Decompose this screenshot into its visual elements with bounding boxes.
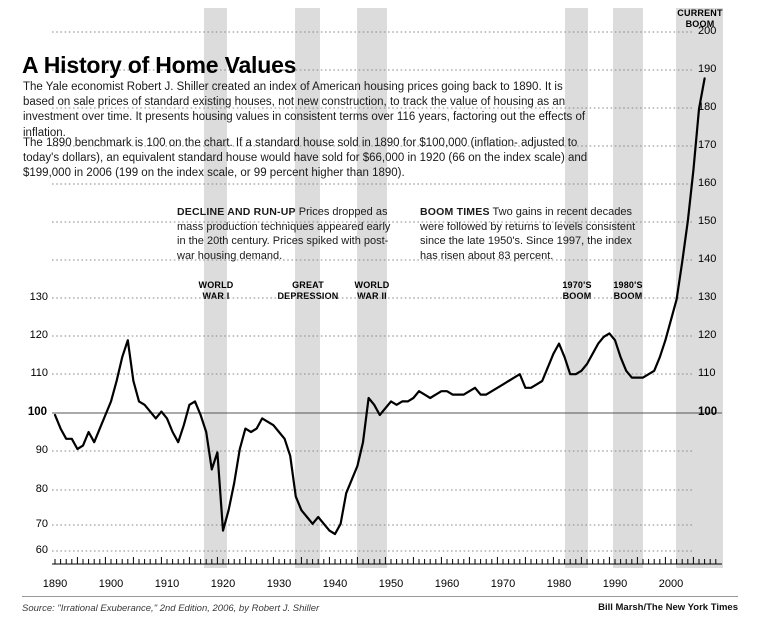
y-label-right-140: 140 (698, 253, 717, 265)
y-label-right-170: 170 (698, 139, 717, 151)
y-label-80: 80 (35, 483, 48, 495)
source-note: Source: "Irrational Exuberance," 2nd Edition, 2006, by Robert J. Shiller (22, 603, 320, 614)
x-label-1990: 1990 (602, 578, 628, 590)
x-label-1980: 1980 (546, 578, 572, 590)
y-label-120: 120 (29, 329, 48, 341)
y-label-right-180: 180 (698, 101, 717, 113)
y-label-100: 100 (27, 406, 47, 418)
y-label-60: 60 (35, 544, 48, 556)
annotation-boom-heading: BOOM TIMES (420, 206, 490, 218)
band-label-1970s-boom: 1970'S BOOM (562, 280, 592, 301)
y-label-right-200: 200 (698, 25, 717, 37)
band-label-1980s-boom: 1980'S BOOM (613, 280, 643, 301)
y-label-right-110: 110 (698, 367, 716, 379)
x-label-2000: 2000 (658, 578, 684, 590)
x-label-1950: 1950 (378, 578, 404, 590)
y-label-right-130: 130 (698, 291, 717, 303)
band-label-great-depression: GREAT DEPRESSION (277, 280, 339, 301)
band-label-current-boom: CURRENT BOOM (677, 8, 723, 29)
footer-divider (22, 596, 738, 597)
x-label-1890: 1890 (42, 578, 68, 590)
x-label-1910: 1910 (154, 578, 180, 590)
y-label-right-120: 120 (698, 329, 717, 341)
annotation-decline-heading: DECLINE AND RUN-UP (177, 206, 296, 218)
x-label-1940: 1940 (322, 578, 348, 590)
x-label-1960: 1960 (434, 578, 460, 590)
y-label-70: 70 (35, 518, 48, 530)
y-label-right-150: 150 (698, 215, 717, 227)
y-label-right-190: 190 (698, 63, 717, 75)
annotation-boom-text: Two gains in recent decades were followed by returns to levels consistent since the late 1950's. Since 1997, the index has risen about 83 percent. (420, 206, 636, 262)
y-label-110: 110 (30, 367, 48, 379)
deck-paragraph-1: The Yale economist Robert J. Shiller created an index of American housing prices going back to 1890. It is based on sale prices of standard existing houses, not new construction, to track the value of housing as an investment over time. It presents housing values in consistent terms over 116 years, factoring out the effects of inflation. (23, 81, 586, 139)
annotation-decline-and-run-up (177, 205, 392, 263)
y-label-90: 90 (35, 444, 48, 456)
band-label-world-war-i: WORLD WAR I (198, 280, 234, 301)
deck-paragraph-2: The 1890 benchmark is 100 on the chart. If a standard house sold in 1890 for $100,000 (inflation- adjusted to today's dollars), an equivalent standard house would have sold for $66,000 in 1920 (66 on the index scale) and $199,000 in 2006 (199 on the index scale, or 99 percent higher than 1890). (23, 137, 588, 180)
y-label-right-100: 100 (698, 406, 718, 418)
credit-note: Bill Marsh/The New York Times (598, 602, 738, 613)
annotation-decline-text: Prices dropped as mass production techniques appeared early in the 20th century. Prices spiked with post-war housing demand. (177, 206, 391, 262)
x-label-1920: 1920 (210, 578, 236, 590)
x-label-1970: 1970 (490, 578, 516, 590)
band-label-world-war-ii: WORLD WAR II (354, 280, 390, 301)
y-label-right-160: 160 (698, 177, 717, 189)
page-title: A History of Home Values (22, 52, 297, 78)
y-label-130: 130 (29, 291, 48, 303)
x-label-1930: 1930 (266, 578, 292, 590)
x-label-1900: 1900 (98, 578, 124, 590)
annotation-boom-times (420, 205, 640, 263)
